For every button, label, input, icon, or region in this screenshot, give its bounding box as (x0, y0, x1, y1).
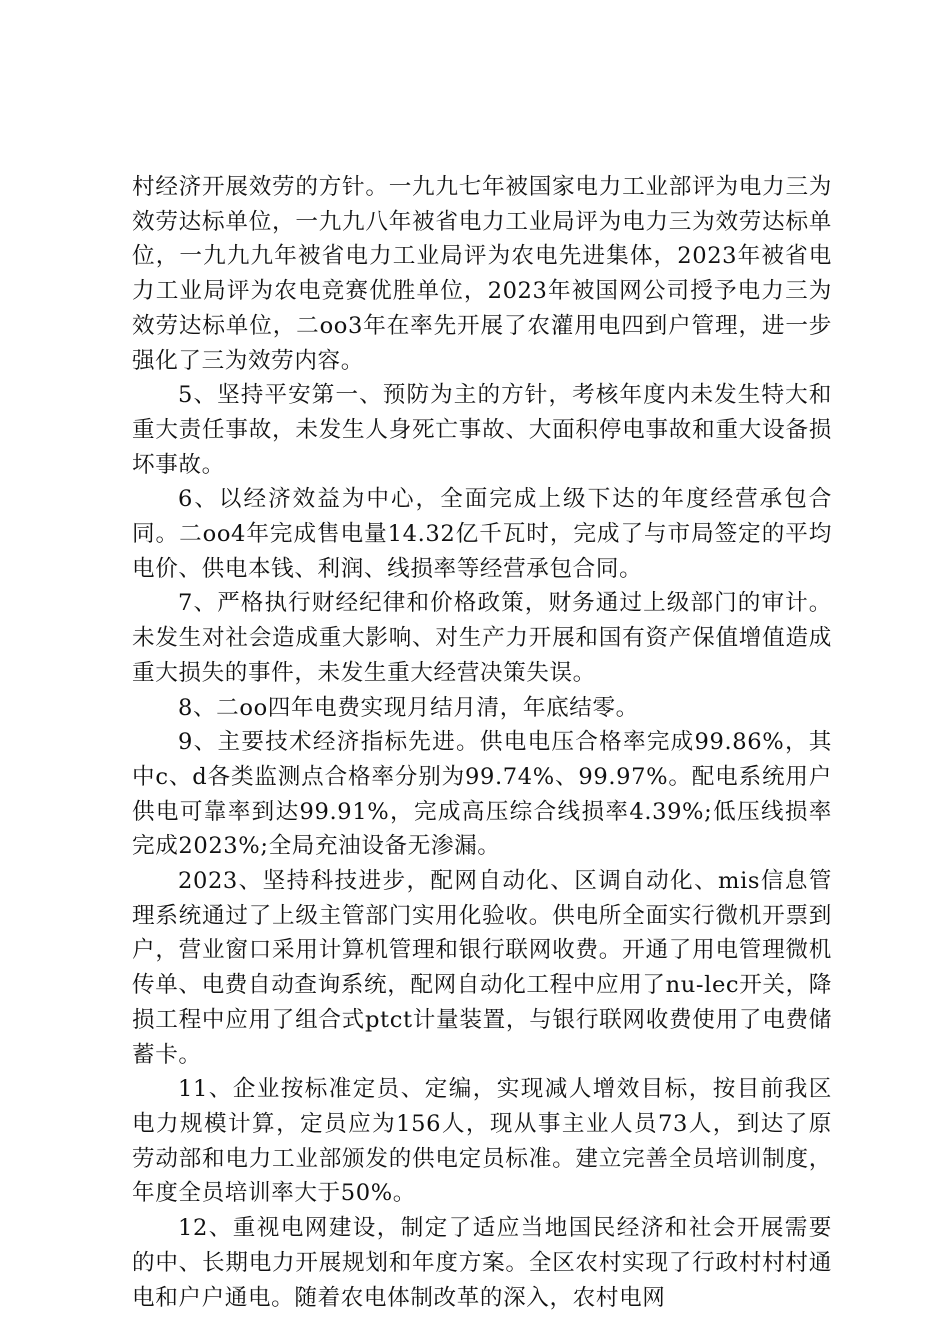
paragraph-continuation: 村经济开展效劳的方针。一九九七年被国家电力工业部评为电力三为效劳达标单位，一九九八年被省电力工业局评为电力三为效劳达标单位，一九九九年被省电力工业局评为农电先进集体，2023年被省电力工业局评为农电竞赛优胜单位，2023年被国网公司授予电力三为效劳达标单位，二oo3年在率先开展了农灌用电四到户管理，进一步强化了三为效劳内容。 (132, 174, 832, 374)
document-body (132, 170, 832, 1315)
paragraph-item-11: 11、企业按标准定员、定编，实现减人增效目标，按目前我区电力规模计算，定员应为156人，现从事主业人员73人，到达了原劳动部和电力工业部颁发的供电定员标准。建立完善全员培训制度，年度全员培训率大于50%。 (132, 1076, 832, 1207)
paragraph-item-8: 8、二oo四年电费实现月结月清，年底结零。 (178, 694, 639, 721)
paragraph-item-10: 2023、坚持科技进步，配网自动化、区调自动化、mis信息管理系统通过了上级主管部门实用化验收。供电所全面实行微机开票到户，营业窗口采用计算机管理和银行联网收费。开通了用电管理微机传单、电费自动查询系统，配网自动化工程中应用了nu-lec开关，降损工程中应用了组合式ptct计量装置，与银行联网收费使用了电费储蓄卡。 (132, 868, 832, 1068)
paragraph-item-12: 12、重视电网建设，制定了适应当地国民经济和社会开展需要的中、长期电力开展规划和年度方案。全区农村实现了行政村村村通电和户户通电。随着农电体制改革的深入，农村电网 (132, 1215, 832, 1311)
paragraph-item-9: 9、主要技术经济指标先进。供电电压合格率完成99.86%，其中c、d各类监测点合格率分别为99.74%、99.97%。配电系统用户供电可靠率到达99.91%，完成高压综合线损率4.39%;低压线损率完成2023%;全局充油设备无渗漏。 (132, 729, 832, 860)
paragraph-item-6: 6、以经济效益为中心，全面完成上级下达的年度经营承包合同。二oo4年完成售电量14.32亿千瓦时，完成了与市局签定的平均电价、供电本钱、利润、线损率等经营承包合同。 (132, 486, 832, 582)
paragraph-item-5: 5、坚持平安第一、预防为主的方针，考核年度内未发生特大和重大责任事故，未发生人身死亡事故、大面积停电事故和重大设备损坏事故。 (132, 382, 832, 478)
paragraph-item-7: 7、严格执行财经纪律和价格政策，财务通过上级部门的审计。未发生对社会造成重大影响、对生产力开展和国有资产保值增值造成重大损失的事件，未发生重大经营决策失误。 (132, 590, 832, 686)
